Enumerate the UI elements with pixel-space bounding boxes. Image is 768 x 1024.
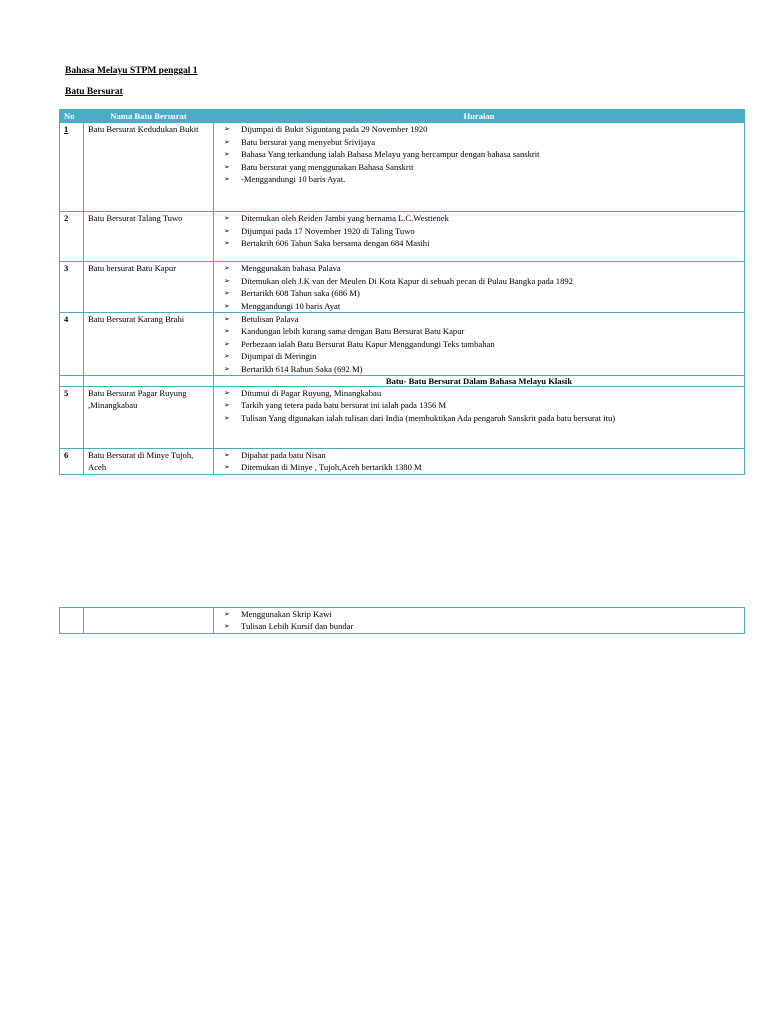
bullet-item: ➢ Tulisan Lebih Kursif dan bundar [218,620,740,632]
bullet-item: ➢ Betulisan Palava [218,313,740,325]
row-number: 5 [60,387,84,449]
bullet-item: ➢ Ditemukan oleh Reiden Jambi yang bernama L.C.Westtenek [218,212,740,224]
bullet-item: ➢ Tarkih yang tetera pada batu bersurat ini ialah pada 1356 M [218,399,740,411]
bullet-item: ➢ Dijumpai di Meringin [218,350,740,362]
section-heading: Batu- Batu Bersurat Dalam Bahasa Melayu Klasik [214,376,745,387]
header-name: Nama Batu Bersurat [84,110,214,123]
row-description [214,262,745,313]
table-row [60,449,745,475]
document-title: Bahasa Melayu STPM penggal 1 [65,66,198,76]
row-number: 2 [60,212,84,262]
bullet-item: ➢ Bertarikh 614 Rahun Saka (692 M) [218,363,740,375]
batu-bersurat-table [59,109,745,475]
bullet-list [218,449,740,474]
table-row [60,608,745,634]
row-name: Batu Bersurat Kedudukan Bukit [84,123,214,212]
table-row [60,123,745,212]
table-row [60,262,745,313]
bullet-item: ➢ Ditemukan di Minye , Tujoh,Aceh bertarikh 1380 M [218,461,740,473]
bullet-list [218,608,740,633]
row-name: Batu Bersurat Pagar Ruyung ,Minangkabau [84,387,214,449]
bullet-item: ➢ Dipahat pada batu Nisan [218,449,740,461]
table-row [60,313,745,376]
bullet-item: ➢ Bertakrih 606 Tahun Saka bersama dengan 684 Masihi [218,237,740,249]
bullet-item: ➢ Bertarikh 608 Tahun saka (686 M) [218,287,740,299]
bullet-list [218,313,740,375]
bullet-list [218,123,740,185]
section-title: Batu Bersurat [65,87,123,97]
row-description [214,212,745,262]
bullet-list [218,387,740,424]
row-name: Batu Bersurat di Minye Tujoh, Aceh [84,449,214,475]
continuation-table [59,607,745,634]
section-empty-cell [60,376,84,387]
row-number: 3 [60,262,84,313]
bullet-item: ➢ Batu bersurat yang menggunakan Bahasa Sanskrit [218,161,740,173]
bullet-item: ➢ Kandungan lebih kurang sama dengan Batu Bersurat Batu Kapur [218,325,740,337]
row-number: 1 [60,123,84,212]
table-row [60,212,745,262]
section-heading-row [60,376,745,387]
row-name: Batu Bersurat Talang Tuwo [84,212,214,262]
header-no: No [60,110,84,123]
bullet-item: ➢ Dijumpai di Bukit Siguntang pada 29 November 1920 [218,123,740,135]
bullet-item: ➢ Menggandungi 10 baris Ayat [218,300,740,312]
table-row [60,387,745,449]
bullet-item: ➢ Ditumui di Pagar Ruyung, Minangkabau [218,387,740,399]
bullet-item: ➢ Perbezaan ialah Batu Bersurat Batu Kapur Menggandungi Teks tambahan [218,338,740,350]
row-description [214,608,745,634]
row-number: 4 [60,313,84,376]
row-name [84,608,214,634]
row-name: Batu Bersurat Karang Brahi [84,313,214,376]
section-empty-cell [84,376,214,387]
bullet-item: ➢ Tulisan Yang digunakan ialah tulisan dari India (membuktikan Ada pengaruh Sanskrit pada batu bersurat itu) [218,412,740,424]
bullet-list [218,262,740,312]
row-name: Batu bersurat Batu Kapur [84,262,214,313]
bullet-item: ➢ Menggunakan Skrip Kawi [218,608,740,620]
bullet-item: ➢ Dijumpai pada 17 November 1920 di Taling Tuwo [218,225,740,237]
row-description [214,387,745,449]
bullet-item: ➢ Menggunakan bahasa Palava [218,262,740,274]
bullet-item: ➢ Batu bersurat yang menyebut Srivijaya [218,136,740,148]
row-description [214,449,745,475]
bullet-item: ➢ Bahasa Yang terkandung ialah Bahasa Melayu yang bercampur dengan bahasa sanskrit [218,148,740,160]
row-description [214,313,745,376]
table-header-row [60,110,745,123]
row-number [60,608,84,634]
bullet-item: ➢ -Menggandungi 10 baris Ayat. [218,173,740,185]
row-number: 6 [60,449,84,475]
row-description [214,123,745,212]
bullet-list [218,212,740,249]
header-description: Huraian [214,110,745,123]
bullet-item: ➢ Ditemukan oleh J.K van der Meulen Di Kota Kapur di sebuah pecan di Pulau Bangka pada 1892 [218,275,740,287]
